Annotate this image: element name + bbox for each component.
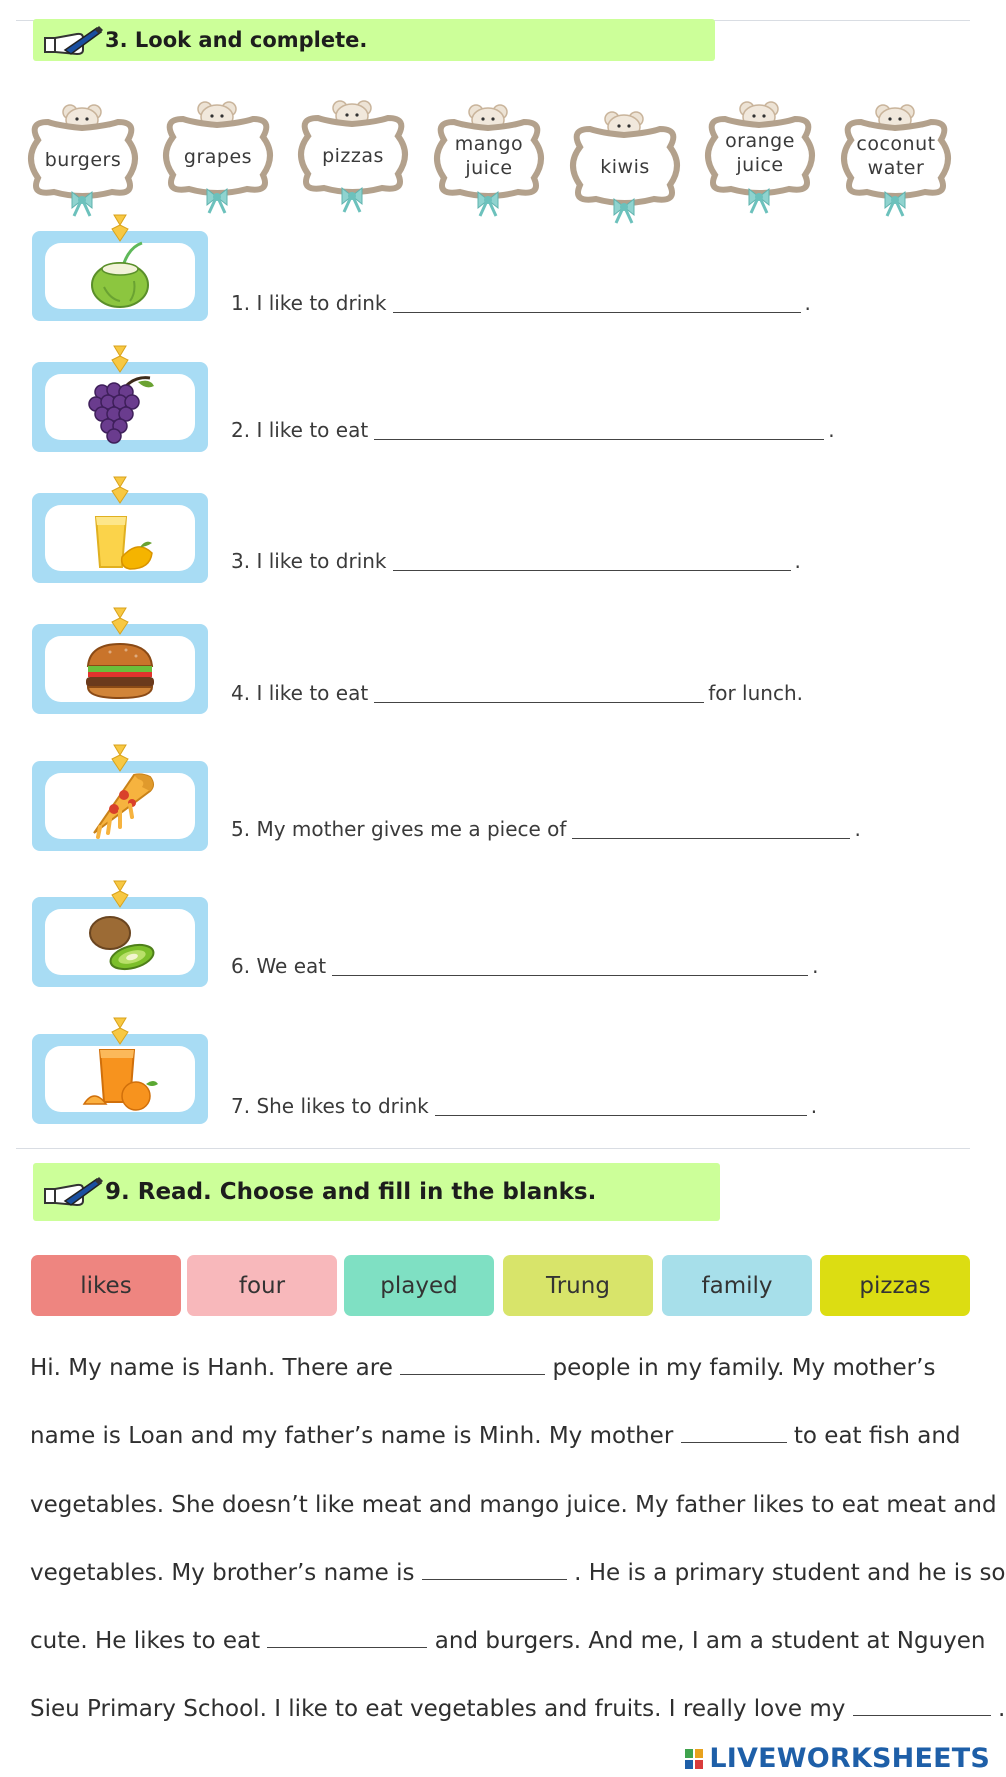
paragraph-text: to eat fish and bbox=[793, 1423, 961, 1449]
word-chip[interactable]: four bbox=[187, 1255, 337, 1316]
paragraph-blank[interactable] bbox=[422, 1563, 567, 1580]
sentence-item bbox=[231, 817, 861, 841]
sentence-prefix: 2. I like to eat bbox=[231, 418, 369, 442]
sentence-prefix: 4. I like to eat bbox=[231, 681, 369, 705]
sentence-item bbox=[231, 418, 835, 442]
word-bank-cloud bbox=[155, 97, 281, 197]
paragraph-text: vegetables. She doesn’t like meat and mango juice. My father likes to eat meat and bbox=[30, 1492, 997, 1518]
word-bank-word bbox=[843, 130, 949, 182]
word-bank-word-line: mango bbox=[454, 133, 524, 155]
paragraph-text: . bbox=[997, 1696, 1006, 1722]
sentence-suffix: . bbox=[854, 817, 861, 841]
answer-blank[interactable] bbox=[374, 421, 824, 440]
word-bank-cloud bbox=[290, 96, 416, 196]
answer-blank[interactable] bbox=[393, 552, 791, 571]
ribbon-icon bbox=[110, 881, 130, 907]
word-bank-word bbox=[30, 140, 136, 180]
paragraph-line bbox=[30, 1423, 961, 1449]
word-bank-cloud bbox=[697, 97, 823, 197]
word-bank-word bbox=[572, 147, 678, 187]
sentence-suffix: for lunch. bbox=[708, 681, 803, 705]
word-bank-word bbox=[300, 136, 406, 176]
sentence-prefix: 1. I like to drink bbox=[231, 291, 387, 315]
paragraph-text: Sieu Primary School. I like to eat vegetables and fruits. I really love my bbox=[30, 1696, 846, 1722]
answer-blank[interactable] bbox=[572, 820, 850, 839]
liveworksheets-mark-icon bbox=[685, 1747, 705, 1771]
paragraph-text: Hi. My name is Hanh. There are bbox=[30, 1355, 393, 1381]
section-3-header bbox=[33, 19, 715, 61]
section-9-header bbox=[33, 1163, 720, 1221]
paragraph-line bbox=[30, 1560, 1006, 1586]
word-bank-word-line: kiwis bbox=[600, 156, 650, 178]
paragraph-text: cute. He likes to eat bbox=[30, 1628, 261, 1654]
ribbon-icon bbox=[110, 215, 130, 241]
ribbon-icon bbox=[110, 608, 130, 634]
word-bank-word-line: juice bbox=[465, 157, 513, 179]
word-bank-cloud bbox=[426, 100, 552, 200]
paragraph-blank[interactable] bbox=[681, 1426, 787, 1443]
word-chip[interactable]: likes bbox=[31, 1255, 181, 1316]
word-bank-word bbox=[707, 127, 813, 179]
answer-blank[interactable] bbox=[393, 294, 801, 313]
sentence-prefix: 7. She likes to drink bbox=[231, 1094, 429, 1118]
answer-blank[interactable] bbox=[435, 1097, 807, 1116]
word-bank-word-line: orange bbox=[725, 130, 795, 152]
ribbon-icon bbox=[110, 1018, 130, 1044]
word-bank-word bbox=[165, 137, 271, 177]
sentence-suffix: . bbox=[794, 549, 801, 573]
picture-frame bbox=[32, 751, 208, 851]
picture-frame bbox=[32, 483, 208, 583]
paragraph-text: name is Loan and my father’s name is Minh. My mother bbox=[30, 1423, 674, 1449]
picture-frame bbox=[32, 221, 208, 321]
section-9-title: 9. Read. Choose and fill in the blanks. bbox=[105, 1179, 597, 1205]
sentence-suffix: . bbox=[828, 418, 835, 442]
paragraph-line bbox=[30, 1628, 986, 1654]
word-bank-cloud bbox=[20, 100, 146, 200]
sentence-prefix: 3. I like to drink bbox=[231, 549, 387, 573]
picture-frame bbox=[32, 614, 208, 714]
word-bank-word-line: water bbox=[867, 157, 925, 179]
sentence-item bbox=[231, 954, 818, 978]
sentence-prefix: 5. My mother gives me a piece of bbox=[231, 817, 567, 841]
section-3-title: 3. Look and complete. bbox=[105, 28, 368, 52]
sentence-prefix: 6. We eat bbox=[231, 954, 327, 978]
brand-text: LIVEWORKSHEETS bbox=[709, 1743, 990, 1774]
picture-frame bbox=[32, 1024, 208, 1124]
paragraph-blank[interactable] bbox=[853, 1699, 991, 1716]
answer-blank[interactable] bbox=[374, 684, 704, 703]
answer-blank[interactable] bbox=[332, 957, 808, 976]
paragraph-text: vegetables. My brother’s name is bbox=[30, 1560, 415, 1586]
sentence-suffix: . bbox=[812, 954, 819, 978]
paragraph-line bbox=[30, 1696, 1005, 1722]
ribbon-icon bbox=[110, 346, 130, 372]
word-chip[interactable]: Trung bbox=[503, 1255, 653, 1316]
writing-hand-icon bbox=[33, 19, 105, 61]
writing-hand-icon bbox=[33, 1163, 105, 1221]
word-bank-word-line: pizzas bbox=[322, 145, 384, 167]
word-chip[interactable]: played bbox=[344, 1255, 494, 1316]
paragraph-line bbox=[30, 1492, 997, 1518]
sentence-item bbox=[231, 549, 801, 573]
word-chip[interactable]: family bbox=[662, 1255, 812, 1316]
word-bank-word-line: juice bbox=[736, 154, 784, 176]
picture-frame bbox=[32, 887, 208, 987]
paragraph-text: . He is a primary student and he is so bbox=[574, 1560, 1006, 1586]
picture-frame bbox=[32, 352, 208, 452]
sentence-suffix: . bbox=[810, 1094, 818, 1118]
sentence-item bbox=[231, 681, 803, 705]
paragraph-blank[interactable] bbox=[267, 1631, 427, 1648]
word-bank-cloud bbox=[833, 100, 959, 200]
liveworksheets-logo bbox=[685, 1743, 990, 1774]
word-bank-cloud bbox=[562, 107, 688, 207]
sentence-item bbox=[231, 1094, 817, 1118]
paragraph-line bbox=[30, 1355, 935, 1381]
sentence-item bbox=[231, 291, 811, 315]
paragraph-blank[interactable] bbox=[400, 1358, 545, 1375]
word-bank-word bbox=[436, 130, 542, 182]
ribbon-icon bbox=[110, 745, 130, 771]
ribbon-icon bbox=[110, 477, 130, 503]
word-bank-word-line: grapes bbox=[183, 146, 253, 168]
word-chip[interactable]: pizzas bbox=[820, 1255, 970, 1316]
paragraph-text: people in my family. My mother’s bbox=[552, 1355, 936, 1381]
middle-divider bbox=[16, 1148, 970, 1149]
word-bank-word-line: burgers bbox=[44, 149, 122, 171]
word-bank-word-line: coconut bbox=[856, 133, 936, 155]
sentence-suffix: . bbox=[804, 291, 811, 315]
paragraph-text: and burgers. And me, I am a student at Nguyen bbox=[434, 1628, 986, 1654]
